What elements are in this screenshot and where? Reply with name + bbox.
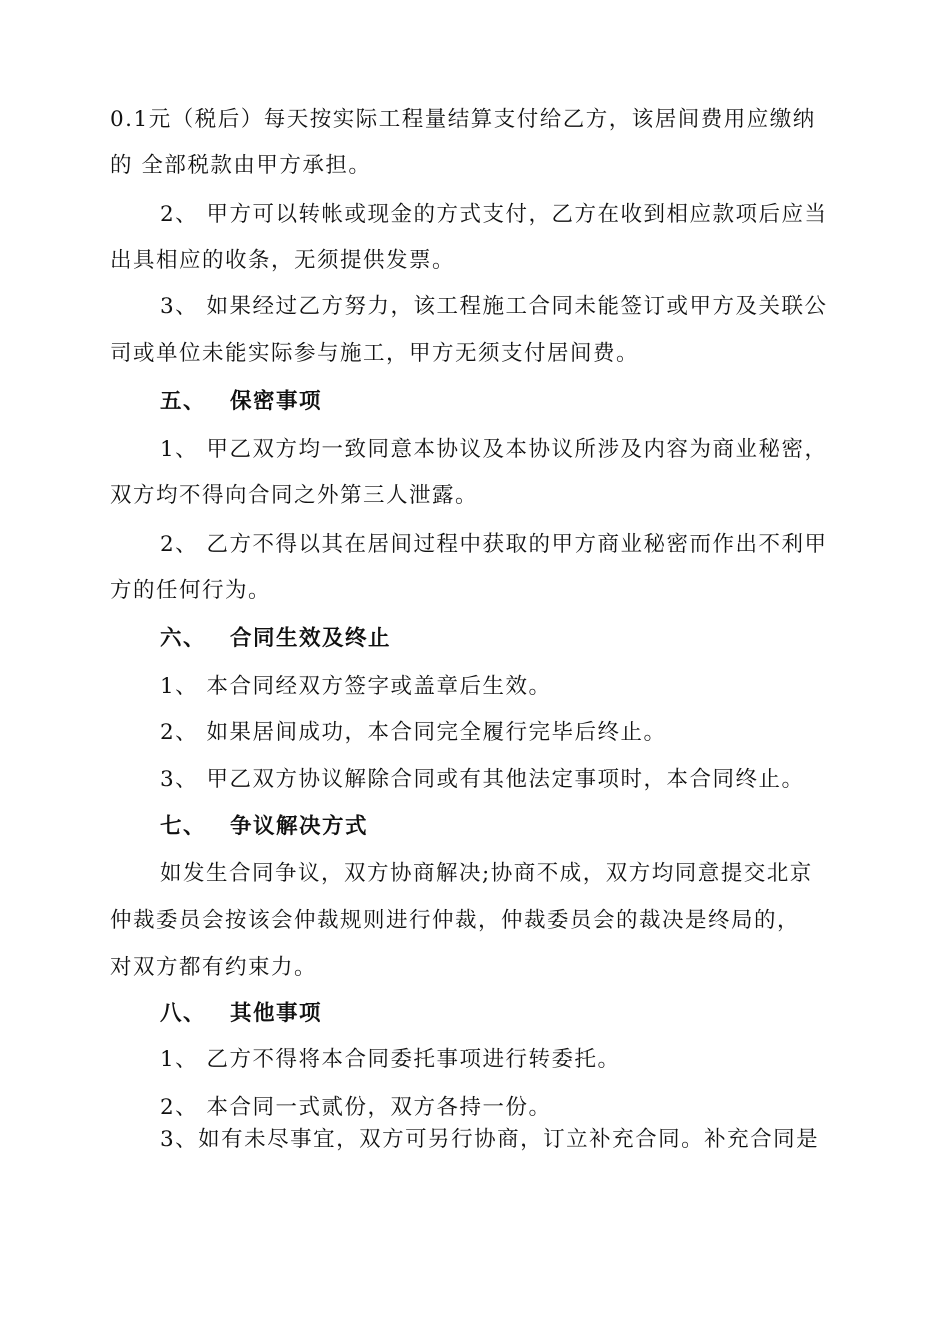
- paragraph-line: 出具相应的收条，无须提供发票。: [110, 248, 456, 273]
- section-title: 合同生效及终止: [230, 626, 392, 651]
- paragraph-line: 1、 甲乙双方均一致同意本协议及本协议所涉及内容为商业秘密，: [160, 437, 828, 462]
- paragraph-line: 3、 甲乙双方协议解除合同或有其他法定事项时，本合同终止。: [160, 767, 805, 792]
- section-heading: [160, 388, 322, 416]
- paragraph-line: 2、 本合同一式贰份，双方各持一份。: [160, 1095, 552, 1120]
- paragraph-line: 2、 如果居间成功，本合同完全履行完毕后终止。: [160, 720, 667, 745]
- section-heading: [160, 1000, 322, 1028]
- section-title: 保密事项: [230, 389, 323, 414]
- paragraph-line: 0.1元（税后）每天按实际工程量结算支付给乙方，该居间费用应缴纳: [110, 107, 816, 132]
- paragraph-line: 3、 如果经过乙方努力，该工程施工合同未能签订或甲方及关联公: [160, 294, 828, 319]
- section-heading: [160, 813, 368, 841]
- paragraph-line: 2、 乙方不得以其在居间过程中获取的甲方商业秘密而作出不利甲: [160, 532, 828, 557]
- section-number: 六、: [160, 626, 207, 651]
- section-heading: [160, 625, 391, 653]
- paragraph-line: 1、 本合同经双方签字或盖章后生效。: [160, 674, 552, 699]
- paragraph-line: 1、 乙方不得将本合同委托事项进行转委托。: [160, 1047, 621, 1072]
- section-title: 其他事项: [230, 1001, 323, 1026]
- paragraph-line: 3、如有未尽事宜，双方可另行协商，订立补充合同。补充合同是: [160, 1127, 820, 1152]
- paragraph-line: 的 全部税款由甲方承担。: [110, 153, 372, 178]
- paragraph-line: 对双方都有约束力。: [110, 955, 318, 980]
- section-number: 七、: [160, 814, 207, 839]
- paragraph-line: 2、 甲方可以转帐或现金的方式支付，乙方在收到相应款项后应当: [160, 202, 828, 227]
- section-title: 争议解决方式: [230, 814, 369, 839]
- section-number: 八、: [160, 1001, 207, 1026]
- paragraph-line: 司或单位未能实际参与施工，甲方无须支付居间费。: [110, 341, 640, 366]
- paragraph-line: 方的任何行为。: [110, 578, 272, 603]
- paragraph-line: 仲裁委员会按该会仲裁规则进行仲裁，仲裁委员会的裁决是终局的，: [110, 908, 801, 933]
- paragraph-line: 双方均不得向合同之外第三人泄露。: [110, 483, 479, 508]
- section-number: 五、: [160, 389, 207, 414]
- paragraph-line: 如发生合同争议，双方协商解决;协商不成，双方均同意提交北京: [160, 861, 813, 886]
